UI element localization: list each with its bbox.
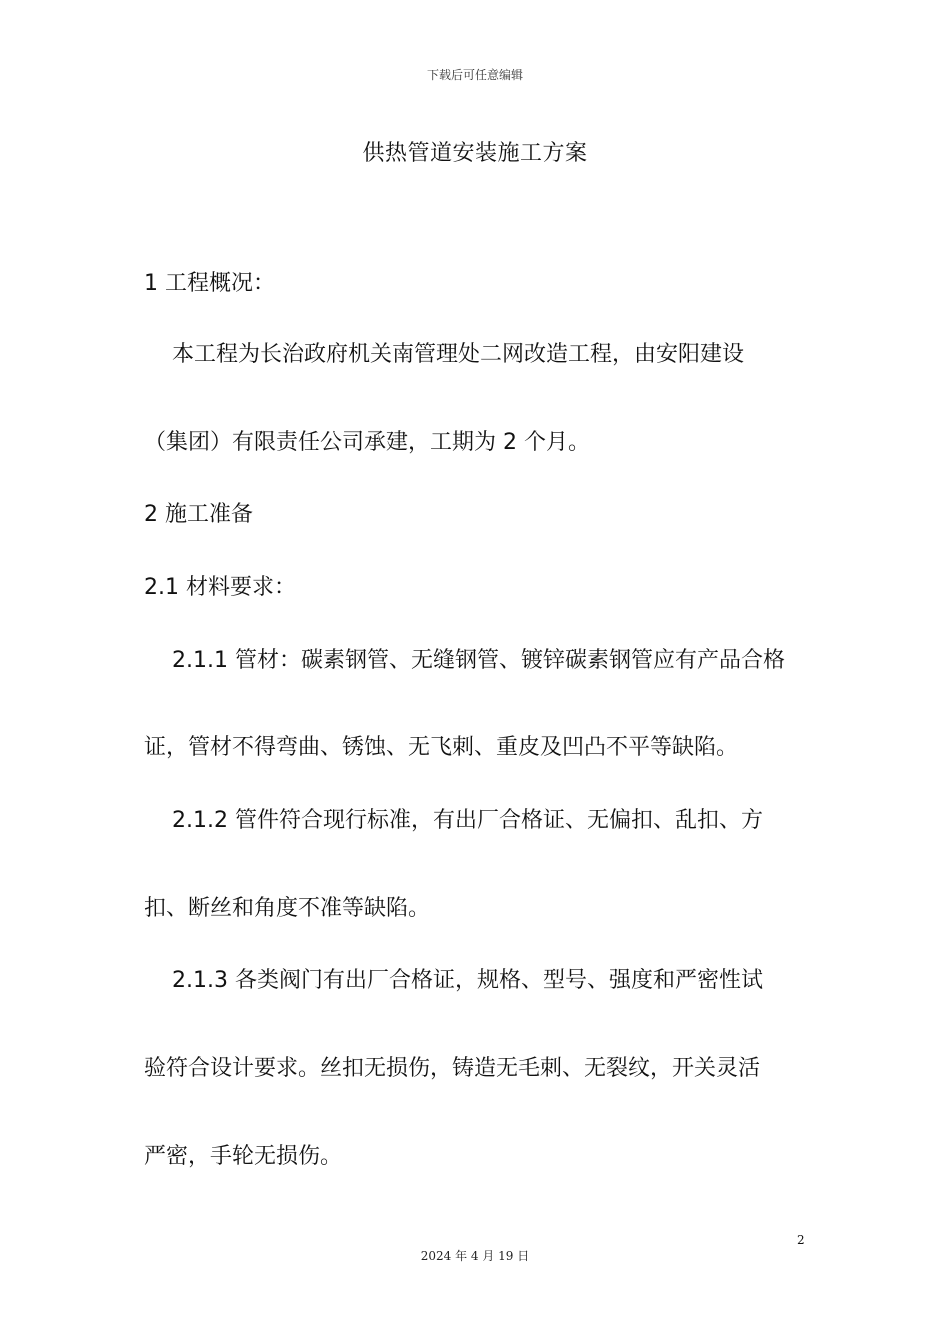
paragraph-line: 2.1.3 各类阀门有出厂合格证，规格、型号、强度和严密性试 bbox=[172, 968, 763, 993]
paragraph-line: （集团）有限责任公司承建，工期为 2 个月。 bbox=[144, 430, 590, 455]
paragraph-line: 本工程为长治政府机关南管理处二网改造工程，由安阳建设 bbox=[172, 342, 745, 367]
footer-date: 2024 年 4 月 19 日 bbox=[420, 1249, 530, 1263]
document-title: 供热管道安装施工方案 bbox=[362, 141, 588, 166]
subsection-heading-2-1: 2.1 材料要求： bbox=[144, 575, 296, 600]
paragraph-line: 严密，手轮无损伤。 bbox=[144, 1144, 343, 1169]
section-heading-1: 1 工程概况： bbox=[144, 271, 275, 296]
section-heading-2: 2 施工准备 bbox=[144, 502, 253, 527]
header-note: 下载后可任意编辑 bbox=[426, 68, 523, 82]
paragraph-line: 扣、断丝和角度不准等缺陷。 bbox=[144, 896, 431, 921]
paragraph-line: 证，管材不得弯曲、锈蚀、无飞刺、重皮及凹凸不平等缺陷。 bbox=[144, 735, 739, 760]
paragraph-line: 验符合设计要求。丝扣无损伤，铸造无毛刺、无裂纹，开关灵活 bbox=[144, 1056, 761, 1081]
paragraph-line: 2.1.1 管材：碳素钢管、无缝钢管、镀锌碳素钢管应有产品合格 bbox=[172, 648, 785, 673]
paragraph-line: 2.1.2 管件符合现行标准，有出厂合格证、无偏扣、乱扣、方 bbox=[172, 808, 763, 833]
page-number: 2 bbox=[797, 1233, 805, 1247]
